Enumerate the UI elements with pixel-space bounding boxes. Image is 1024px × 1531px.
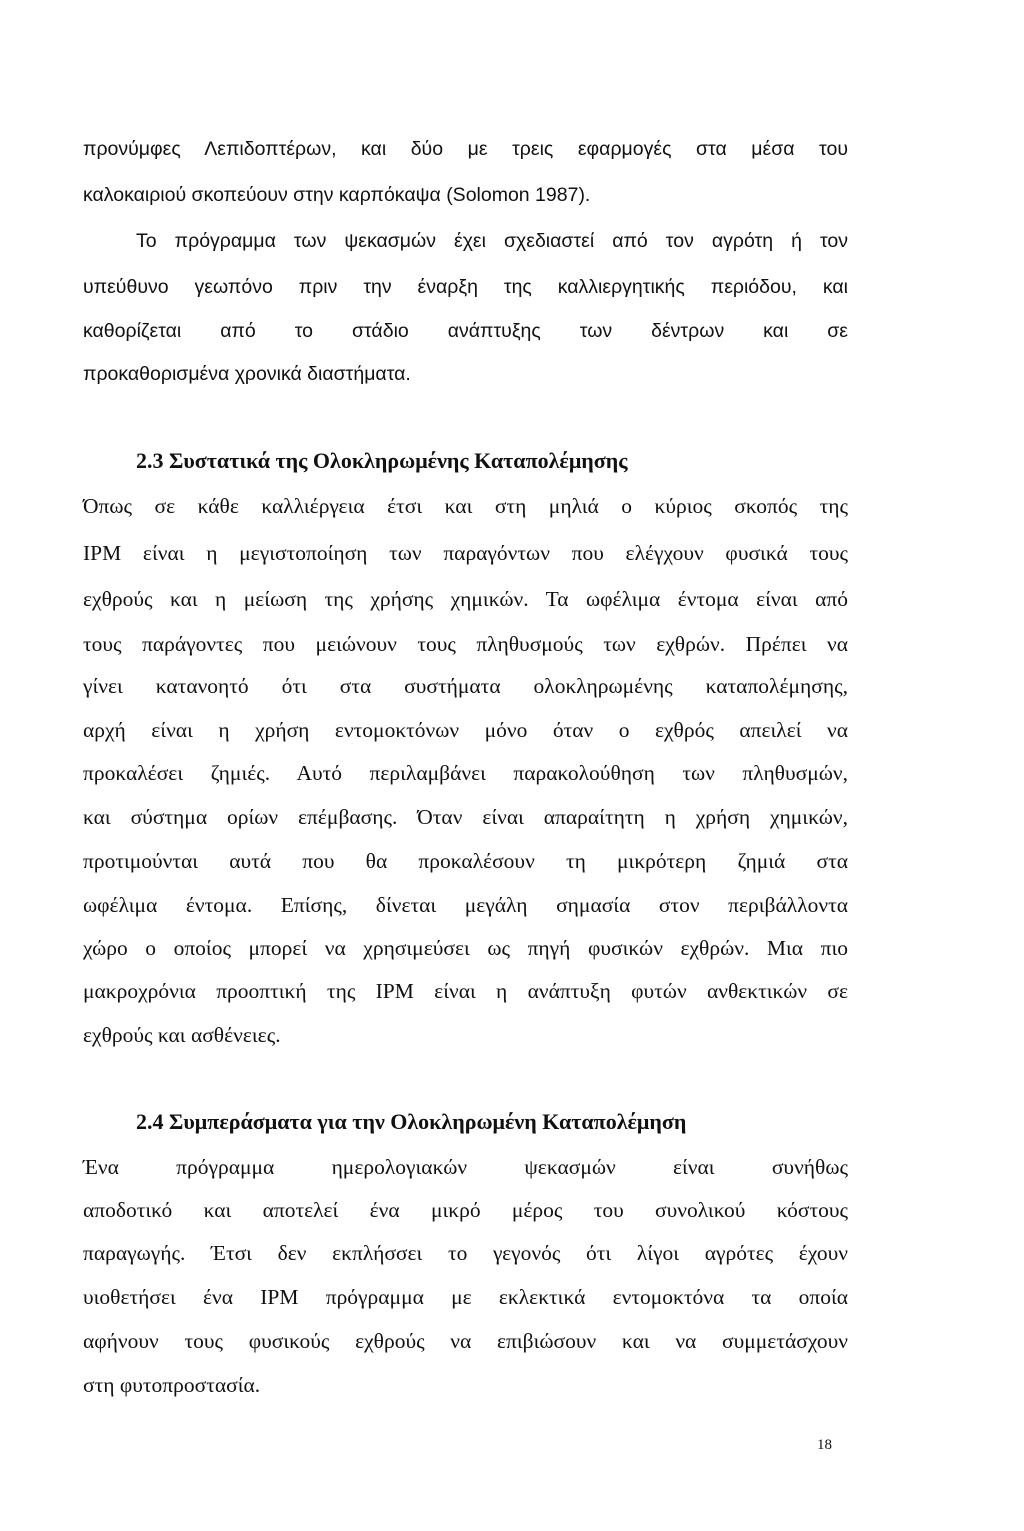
section-2-4-line-6: στη φυτοπροστασία.: [83, 1373, 261, 1397]
intro-line-1: προνύμφες Λεπιδοπτέρων, και δύο με τρεις εφαρμογές στα μέσα του: [83, 138, 848, 160]
section-2-3-line-11: χώρο ο οποίος μπορεί να χρησιμεύσει ως πηγή φυσικών εχθρών. Μια πιο: [83, 936, 848, 960]
intro-line-3: Το πρόγραμμα των ψεκασμών έχει σχεδιαστεί από τον αγρότη ή τον: [136, 230, 848, 252]
section-2-3-line-12: μακροχρόνια προοπτική της IPM είναι η ανάπτυξη φυτών ανθεκτικών σε: [83, 979, 848, 1003]
section-2-3-line-2: IPM είναι η μεγιστοποίηση των παραγόντων που ελέγχουν φυσικά τους: [83, 541, 848, 565]
intro-line-2: καλοκαιριού σκοπεύουν στην καρπόκαψα (Solomon 1987).: [83, 184, 591, 206]
section-2-3-line-1: Όπως σε κάθε καλλιέργεια έτσι και στη μηλιά ο κύριος σκοπός της: [83, 494, 848, 518]
section-2-3-heading: 2.3 Συστατικά της Ολοκληρωμένης Καταπολέμησης: [136, 448, 628, 473]
intro-line-6: προκαθορισμένα χρονικά διαστήματα.: [83, 363, 411, 385]
section-2-3-line-8: και σύστημα ορίων επέμβασης. Όταν είναι απαραίτητη η χρήση χημικών,: [83, 805, 848, 829]
section-2-3-line-7: προκαλέσει ζημιές. Αυτό περιλαμβάνει παρακολούθηση των πληθυσμών,: [83, 761, 848, 785]
section-2-3-line-4: τους παράγοντες που μειώνουν τους πληθυσμούς των εχθρών. Πρέπει να: [83, 632, 848, 656]
page-number: 18: [817, 1437, 832, 1453]
intro-line-5: καθορίζεται από το στάδιο ανάπτυξης των δέντρων και σε: [83, 320, 848, 342]
section-2-3-line-3: εχθρούς και η μείωση της χρήσης χημικών. Τα ωφέλιμα έντομα είναι από: [83, 587, 848, 611]
section-2-3-line-6: αρχή είναι η χρήση εντομοκτόνων μόνο όταν ο εχθρός απειλεί να: [83, 718, 848, 742]
section-2-3-line-5: γίνει κατανοητό ότι στα συστήματα ολοκληρωμένης καταπολέμησης,: [83, 674, 848, 698]
section-2-3-line-9: προτιμούνται αυτά που θα προκαλέσουν τη μικρότερη ζημιά στα: [83, 849, 848, 873]
section-2-4-heading: 2.4 Συμπεράσματα για την Ολοκληρωμένη Καταπολέμηση: [136, 1109, 687, 1134]
section-2-4-line-3: παραγωγής. Έτσι δεν εκπλήσσει το γεγονός ότι λίγοι αγρότες έχουν: [83, 1241, 848, 1265]
section-2-3-line-10: ωφέλιμα έντομα. Επίσης, δίνεται μεγάλη σημασία στον περιβάλλοντα: [83, 893, 848, 917]
section-2-4-line-2: αποδοτικό και αποτελεί ένα μικρό μέρος του συνολικού κόστους: [83, 1198, 848, 1222]
section-2-4-line-5: αφήνουν τους φυσικούς εχθρούς να επιβιώσουν και να συμμετάσχουν: [83, 1329, 848, 1353]
section-2-4-line-1: Ένα πρόγραμμα ημερολογιακών ψεκασμών είναι συνήθως: [83, 1155, 848, 1179]
section-2-4-line-4: υιοθετήσει ένα IPM πρόγραμμα με εκλεκτικά εντομοκτόνα τα οποία: [83, 1285, 848, 1309]
section-2-3-line-13: εχθρούς και ασθένειες.: [83, 1023, 281, 1047]
intro-line-4: υπεύθυνο γεωπόνο πριν την έναρξη της καλλιεργητικής περιόδου, και: [83, 276, 848, 298]
